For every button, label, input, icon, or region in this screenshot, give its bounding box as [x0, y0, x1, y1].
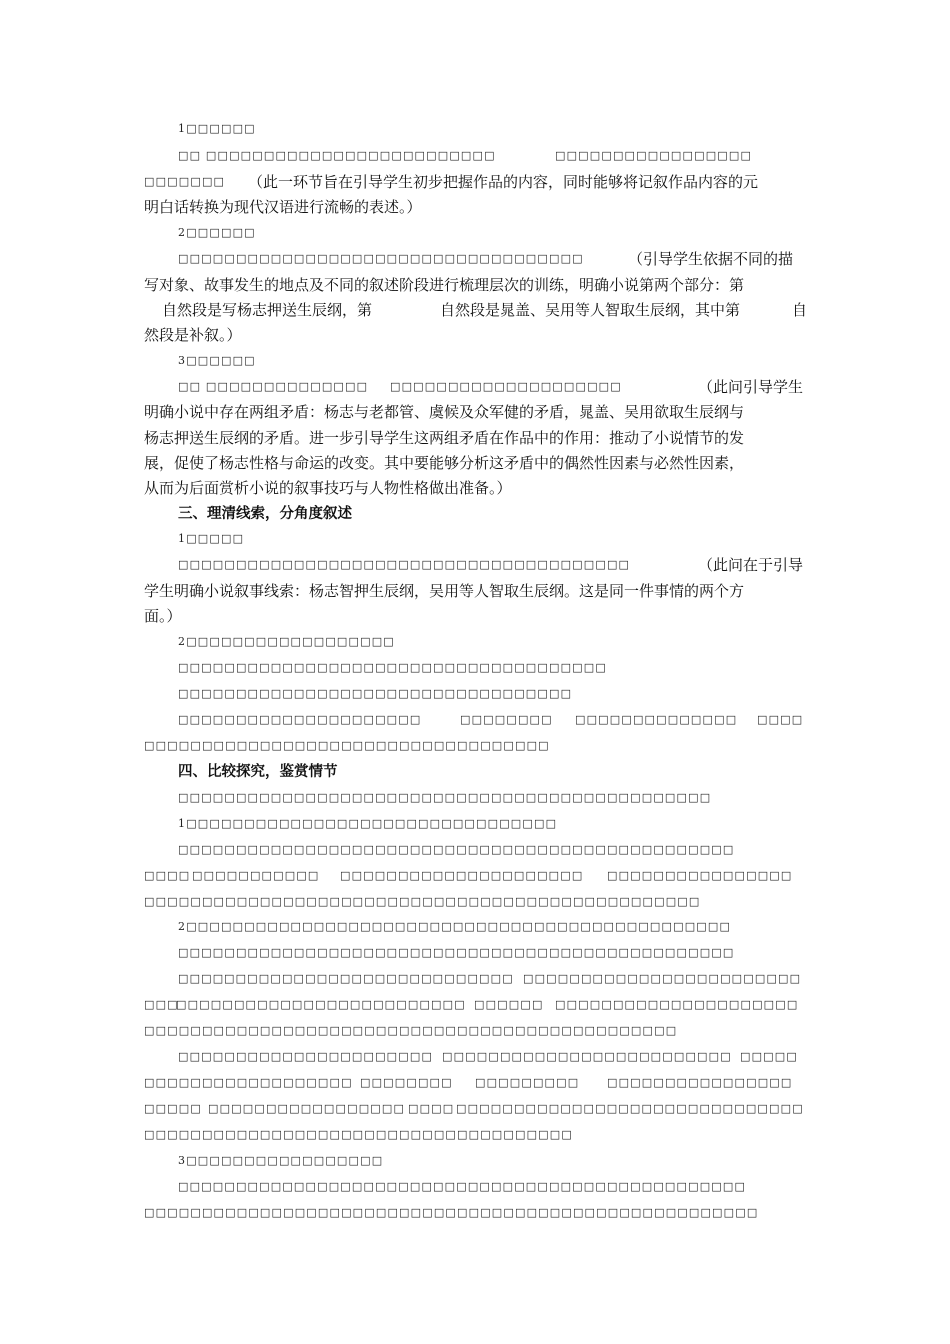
text-line: □□□□□□□□□□□□□□□□□□□□□□□□ — [523, 972, 802, 985]
text-line: □□□□□□□□□□□□□□□□□□□□□□□□□ — [224, 972, 514, 985]
text-line: 展，促使了杨志性格与命运的改变。其中要能够分析这矛盾中的偶然性因素与必然性因素， — [144, 454, 745, 472]
text-line: □□□□□□□□□□□□□□□□□□□□□□ — [178, 1050, 434, 1063]
text-line: □□□□□□□□□□□□□□□□□□□□□□□□□□□□□□□□□□ — [178, 687, 573, 700]
text-line: 面。） — [144, 607, 182, 625]
text-line: □□□□□□ — [474, 998, 544, 1011]
text-line: 2□□□□□□□□□□□□□□□□□□□□□□□□□□□□□□□□□□□□□□□□□□□□□□□ — [178, 920, 732, 933]
text-line: □□□□□□□□ — [360, 1076, 453, 1089]
text-line: 从而为后面赏析小说的叙事技巧与人物性格做出准备。） — [144, 479, 512, 497]
text-line: 明确小说中存在两组矛盾：杨志与老都管、虞候及众军健的矛盾，晁盖、吴用欲取生辰纲与 — [144, 403, 745, 421]
text-line: □□□□□□□□□□□□□□□□□□□□□□□□□ — [442, 1050, 732, 1063]
text-line: □□□□□□□□□□□□□□ — [575, 713, 738, 726]
text-line: （引导学生依据不同的描 — [628, 250, 794, 268]
text-line: □□□□□□□□□□□□□□□□□□□□□□□□□□□□□□□□□□□ — [178, 252, 584, 265]
text-line: □□□□□□□□□□□□□□□□□□□□□ — [555, 998, 799, 1011]
text-line: 1□□□□□□□□□□□□□□□□□□□□□□□□□□□□□□□□ — [178, 817, 558, 830]
text-line: □□□□ — [408, 1102, 455, 1115]
text-line: □□□□□□□ — [144, 175, 226, 188]
text-line: □□□□□□□□□□□□□□□□□□□□□□□□□□□□□□□□□□□ — [144, 739, 550, 752]
text-line: □□□□□□□□□ — [475, 1076, 580, 1089]
text-line: □□□□□□□□□□□□□□□□□□□□□ — [178, 713, 422, 726]
text-line: （此一环节旨在引导学生初步把握作品的内容，同时能够将记叙作品内容的元 — [248, 173, 759, 191]
text-line: □□□ — [144, 998, 179, 1011]
text-line: □□□□□□□□□□□□□□□□□□□□ — [390, 380, 622, 393]
text-line: （此问引导学生 — [698, 378, 804, 396]
text-line: □□□□□□□□□□□ — [192, 869, 320, 882]
text-line: □□ □□□□□□□□□□□□□□ — [178, 380, 369, 393]
text-line: □□□□□□□□□□□□□□□□□□□□□□□□□□□□□□□□□□□□□ — [178, 661, 607, 674]
text-line: （此问在于引导 — [698, 556, 804, 574]
text-line: □□□□□□□□□□□□□□□□□ — [555, 149, 753, 162]
text-line: □□□□□□□□□□□□□□□□□□□□□□□□□□□□□□□□□□□□□□□□□□□□□□□□ — [144, 895, 701, 908]
text-line: □□□□□□□□□□□□□□□□□□□□□□□□□□□□□□□□□□□□□ — [144, 1128, 573, 1141]
text-line: □□□□ — [178, 972, 225, 985]
section-heading: 三、理清线索，分角度叙述 — [178, 506, 352, 522]
text-line: □□□□□□□□□□□□□□□□□□□□□□□□□□□□□□□□□□□□□□□□□□□□□□□□□□□□□ — [144, 1206, 759, 1219]
text-line: □□□□□□□□□□□□□□□□ — [607, 1076, 793, 1089]
text-line: □□□□□□□□□□□□□□□□□□□□□ — [340, 869, 584, 882]
text-line: 明白话转换为现代汉语进行流畅的表述。） — [144, 198, 422, 216]
text-line: 然段是补叙。） — [144, 326, 242, 344]
text-line: □□□□□ — [740, 1050, 798, 1063]
text-line: □□□□ — [757, 713, 804, 726]
text-line: □□□□□□□□□□□□□□□□□□□□□□□□□ — [176, 998, 466, 1011]
text-line: □□ □□□□□□□□□□□□□□□□□□□□□□□□□ — [178, 149, 496, 162]
text-line: □□□□□ — [144, 1102, 202, 1115]
text-line: 2□□□□□□□□□□□□□□□□□□ — [178, 635, 395, 648]
text-line: □□□□□□□□□□□□□□□□□ — [208, 1102, 406, 1115]
text-line: 自然段是写杨志押送生辰纲，第 — [162, 301, 373, 319]
text-line: □□□□□□□□□□□□□□□□□□□□□□□□□□□□□□□□□□□□□□□□□□□□□□ — [178, 791, 712, 804]
text-line: □□□□□□□□□□□□□□□□□□□□□□□□□□□□□□□□□□□□□□□□□□□□□□□□□ — [178, 1180, 747, 1193]
text-line: □□□□□□□□□□□□□□□□□□□□□□□□□□□□□□ — [456, 1102, 804, 1115]
text-line: □□□□□□□□□□□□□□□□□□□□□□□□□□□□□□□□□□□□□□□ — [178, 558, 631, 571]
text-line: 学生明确小说叙事线索：杨志智押生辰纲，吴用等人智取生辰纲。这是同一件事情的两个方 — [144, 582, 745, 600]
text-line: 3□□□□□□ — [178, 354, 256, 367]
text-line: 自 — [792, 301, 808, 319]
text-line: 1□□□□□ — [178, 532, 245, 545]
text-line: □□□□□□□□□□□□□□□□□□□□□□□□□□□□□□□□□□□□□□□□□□□□□□□□ — [178, 946, 735, 959]
text-line: 2□□□□□□ — [178, 226, 256, 239]
text-line: 3□□□□□□□□□□□□□□□□□ — [178, 1154, 384, 1167]
text-line: □□□□□□□□□□□□□□□□ — [607, 869, 793, 882]
text-line: 杨志押送生辰纲的矛盾。进一步引导学生这两组矛盾在作品中的作用：推动了小说情节的发 — [144, 429, 745, 447]
text-line: □□□□□□□□□□□□□□□□□□□□□□□□□□□□□□□□□□□□□□□□□□□□□□ — [144, 1024, 678, 1037]
text-line: 写对象、故事发生的地点及不同的叙述阶段进行梳理层次的训练，明确小说第两个部分：第 — [144, 276, 745, 294]
text-line: 1□□□□□□ — [178, 122, 256, 135]
text-line: □□□□□□□□□□□□□□□□□□ — [144, 1076, 353, 1089]
text-line: 自然段是晁盖、吴用等人智取生辰纲，其中第 — [440, 301, 741, 319]
text-line: □□□□ — [144, 869, 191, 882]
text-line: □□□□□□□□□□□□□□□□□□□□□□□□□□□□□□□□□□□□□□□□□□□□□□□□ — [178, 843, 735, 856]
section-heading: 四、比较探究，鉴赏情节 — [178, 764, 338, 780]
text-line: □□□□□□□□ — [460, 713, 553, 726]
